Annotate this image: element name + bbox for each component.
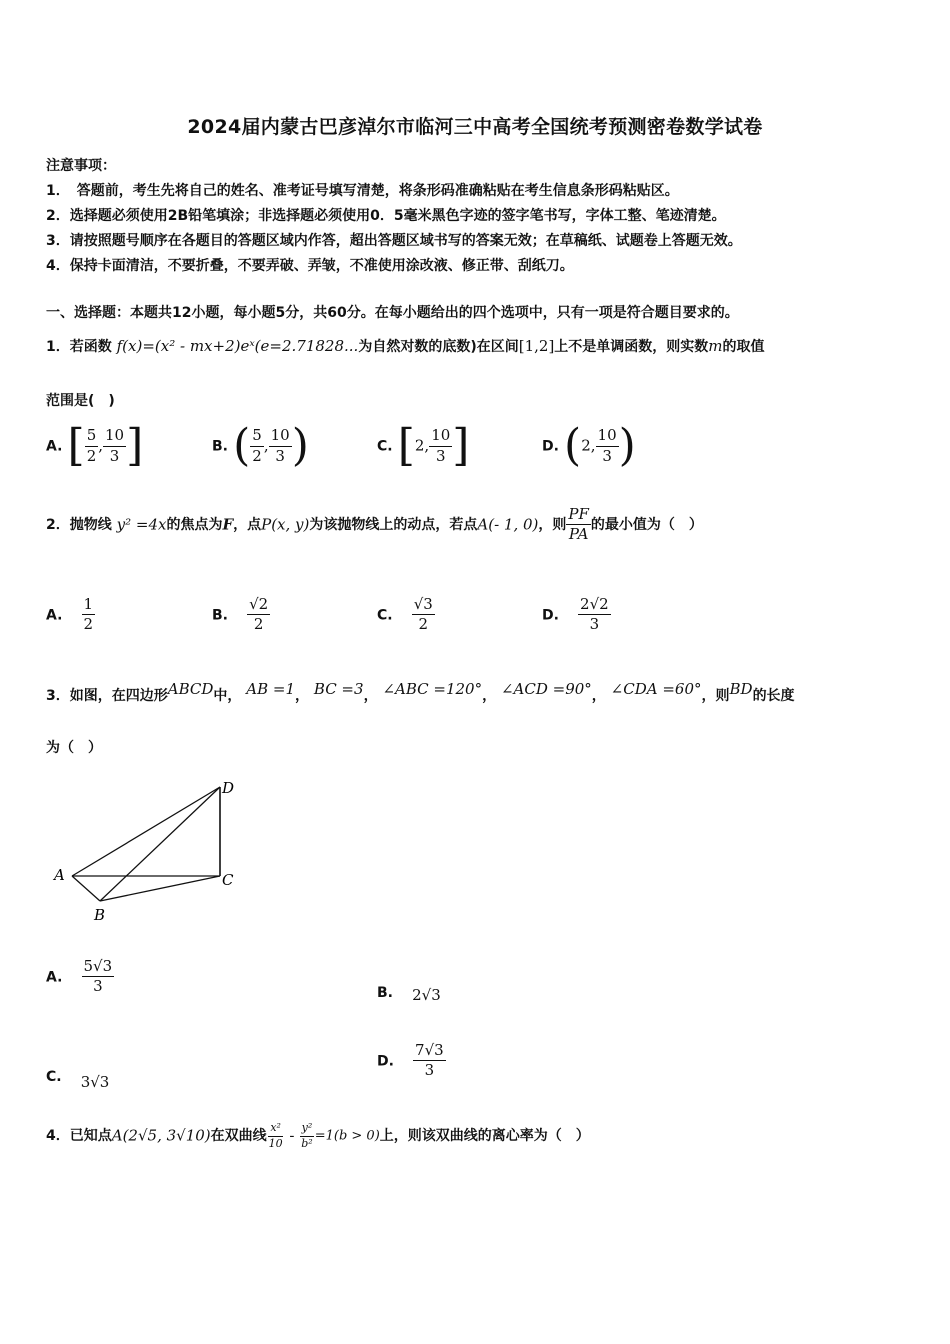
- option-label: A.: [46, 438, 63, 455]
- q2-option-d: [542, 596, 611, 634]
- comma: ，: [363, 688, 378, 704]
- q1-option-c: C. [2, $\frac{10}{3}$ ]: [377, 420, 470, 471]
- question-4: 4．已知点A(2√5, 3√10)在双曲线 $\frac{\text{x²}}{10}$ - $\frac{\text{y²}}{\text{b²}}$ =1(b > 0)上，则该双曲线的离心率为（ ）: [46, 1121, 590, 1150]
- q3-quad: ABCD: [167, 680, 214, 698]
- q3-number: 3．如图，在四边形: [46, 688, 168, 704]
- option-label: B.: [377, 985, 393, 1001]
- q2-option-c: [377, 596, 435, 634]
- frac-den: 3: [424, 1061, 435, 1080]
- q3-cond-3: ∠ABC =120°: [382, 680, 483, 698]
- q1-option-b: B. ( $\frac{5}{2}$ , $\frac{10}{3}$ ): [212, 420, 309, 471]
- q2-text-4: ，则: [538, 516, 567, 533]
- q1-text-2: 上不是单调函数，则实数: [554, 339, 709, 355]
- frac-num: √3: [412, 596, 435, 615]
- bracket: ): [291, 420, 309, 471]
- q3-text-1: 中，: [213, 688, 242, 704]
- q3-text-2: ，则: [701, 688, 730, 704]
- comma: ，: [295, 688, 310, 704]
- q3-cond-5: ∠CDA =60°: [610, 680, 702, 698]
- q3-option-a: [46, 958, 114, 996]
- option-value: 2√3: [412, 986, 441, 1004]
- frac-num: y²: [300, 1122, 315, 1137]
- option-label: B.: [212, 438, 228, 455]
- q3-figure: [46, 772, 246, 932]
- q3-text-3: 的长度: [752, 688, 795, 704]
- option-value: 2: [414, 436, 425, 455]
- label-a: A: [54, 866, 65, 884]
- q4-text-2: 上，则该双曲线的离心率为（ ）: [379, 1128, 590, 1145]
- label-d: D: [222, 779, 235, 797]
- frac-num: 2√2: [578, 596, 611, 615]
- q4-equation-rest: =1(b > 0): [314, 1128, 380, 1144]
- frac-den: 3: [109, 446, 120, 465]
- frac-num: 10: [596, 427, 619, 446]
- q2-text-5: 的最小值为（ ）: [590, 516, 703, 533]
- q3-line-2: 为（ ）: [46, 740, 102, 756]
- q3-cond-4: ∠ACD =90°: [500, 680, 592, 698]
- q1-formula: f(x)=(x² - mx+2)eˣ(e=2.71828...: [116, 337, 359, 355]
- edge-ad: [72, 787, 220, 876]
- q2-parabola: y² =4x: [116, 515, 167, 534]
- question-1: [46, 336, 765, 356]
- q3-cond-2: BC =3: [313, 680, 364, 698]
- q3-option-d: [377, 1042, 446, 1080]
- q2-point-a: A(- 1, 0): [477, 515, 539, 534]
- notice-item-3: 3．请按照题号顺序在各题目的答题区域内作答，超出答题区域书写的答案无效；在草稿纸、试题卷上答题无效。: [46, 233, 742, 249]
- frac-den: 3: [589, 615, 600, 634]
- frac-den: 2: [86, 446, 97, 465]
- question-3: [46, 680, 795, 705]
- q4-point: A(2√5, 3√10): [111, 1126, 211, 1145]
- option-label: C.: [377, 607, 393, 624]
- notice-item-4: 4．保持卡面清洁，不要折叠，不要弄破、弄皱，不准使用涂改液、修正带、刮纸刀。: [46, 258, 574, 274]
- bracket: ]: [126, 420, 144, 471]
- comma: ，: [591, 688, 606, 704]
- q2-text-3: 为该抛物线上的动点，若点: [309, 516, 478, 533]
- frac-den: 3: [435, 446, 446, 465]
- q1-option-a: A. [ $\frac{5}{2}$ , $\frac{10}{3}$ ]: [46, 420, 144, 471]
- frac-num: 10: [429, 427, 452, 446]
- q3-option-c: [46, 1066, 110, 1091]
- bracket: [: [397, 420, 415, 471]
- notice-item-1: 1． 答题前，考生先将自己的姓名、准考证号填写清楚，将条形码准确粘贴在考生信息条形码粘贴区。: [46, 183, 679, 199]
- option-label: A.: [46, 607, 63, 624]
- bracket: [: [67, 420, 85, 471]
- q2-focus: F: [222, 515, 234, 534]
- frac-den: 3: [93, 977, 103, 996]
- option-label: D.: [377, 1053, 394, 1070]
- frac-den: PA: [568, 525, 589, 544]
- bracket: (: [564, 420, 582, 471]
- label-c: C: [222, 871, 234, 889]
- edge-ab: [72, 876, 100, 901]
- q3-cond-1: AB =1: [246, 680, 296, 698]
- q3-option-b: [377, 982, 441, 1004]
- frac-den: 3: [602, 446, 612, 465]
- option-label: B.: [212, 607, 228, 624]
- frac-den: b²: [301, 1136, 313, 1150]
- q1-option-d: D. (2, $\frac{10}{3}$ ): [542, 420, 636, 471]
- notice-item-2: 2．选择题必须使用2B铅笔填涂；非选择题必须使用0．5毫米黑色字迹的签字笔书写，字体工整、笔迹清楚。: [46, 208, 726, 224]
- q2-point-p: P(x, y): [261, 515, 310, 534]
- option-label: C.: [46, 1069, 62, 1085]
- q1-var: m: [708, 337, 723, 355]
- option-label: D.: [542, 607, 559, 624]
- bracket: (: [233, 420, 251, 471]
- q3-bd: BD: [729, 680, 753, 698]
- frac-den: 2: [418, 615, 429, 634]
- option-value: 3√3: [80, 1073, 110, 1091]
- frac-den: 2: [252, 446, 262, 465]
- notice-heading: 注意事项：: [46, 158, 116, 174]
- option-label: A.: [46, 969, 63, 986]
- frac-num: 5: [85, 427, 99, 446]
- option-label: C.: [377, 438, 393, 455]
- q1-text-1: 为自然对数的底数)在区间: [358, 339, 519, 355]
- frac-num: 5√3: [82, 958, 115, 977]
- q1-line-2: 范围是( ): [46, 393, 115, 409]
- q4-text-1: 在双曲线: [210, 1128, 267, 1145]
- q1-number: 1．若函数: [46, 339, 112, 355]
- option-label: D.: [542, 438, 559, 455]
- frac-den: 2: [83, 615, 94, 634]
- frac-num: 5: [250, 427, 264, 446]
- q2-text-2: ，点: [233, 516, 262, 533]
- bracket: ]: [452, 420, 470, 471]
- q2-option-a: [46, 596, 95, 634]
- q2-text-1: 的焦点为: [166, 516, 223, 533]
- q1-text-3: 的取值: [722, 339, 765, 355]
- q4-number: 4．已知点: [46, 1128, 112, 1145]
- frac-num: 1: [82, 596, 96, 615]
- q2-option-b: [212, 596, 270, 634]
- edge-bd: [100, 787, 220, 901]
- label-b: B: [94, 906, 106, 924]
- frac-num: 10: [269, 427, 292, 446]
- question-2: [46, 506, 703, 544]
- frac-den: 2: [253, 615, 264, 634]
- frac-num: √2: [247, 596, 270, 615]
- section-heading: 一、选择题：本题共12小题，每小题5分，共60分。在每小题给出的四个选项中，只有一项是符合题目要求的。: [46, 305, 739, 321]
- frac-num: x²: [268, 1122, 283, 1137]
- comma: ，: [482, 688, 497, 704]
- q2-number: 2．抛物线: [46, 516, 112, 533]
- frac-den: 3: [275, 446, 285, 465]
- frac-num: PF: [566, 506, 591, 525]
- option-value: 2: [581, 436, 591, 455]
- bracket: ): [618, 420, 636, 471]
- page-title: 2024届内蒙古巴彦淖尔市临河三中高考全国统考预测密卷数学试卷: [187, 116, 763, 138]
- frac-num: 10: [103, 427, 126, 446]
- q1-interval: [1,2]: [518, 337, 555, 355]
- frac-num: 7√3: [413, 1042, 446, 1061]
- edge-bc: [100, 876, 220, 901]
- frac-den: 10: [268, 1136, 283, 1150]
